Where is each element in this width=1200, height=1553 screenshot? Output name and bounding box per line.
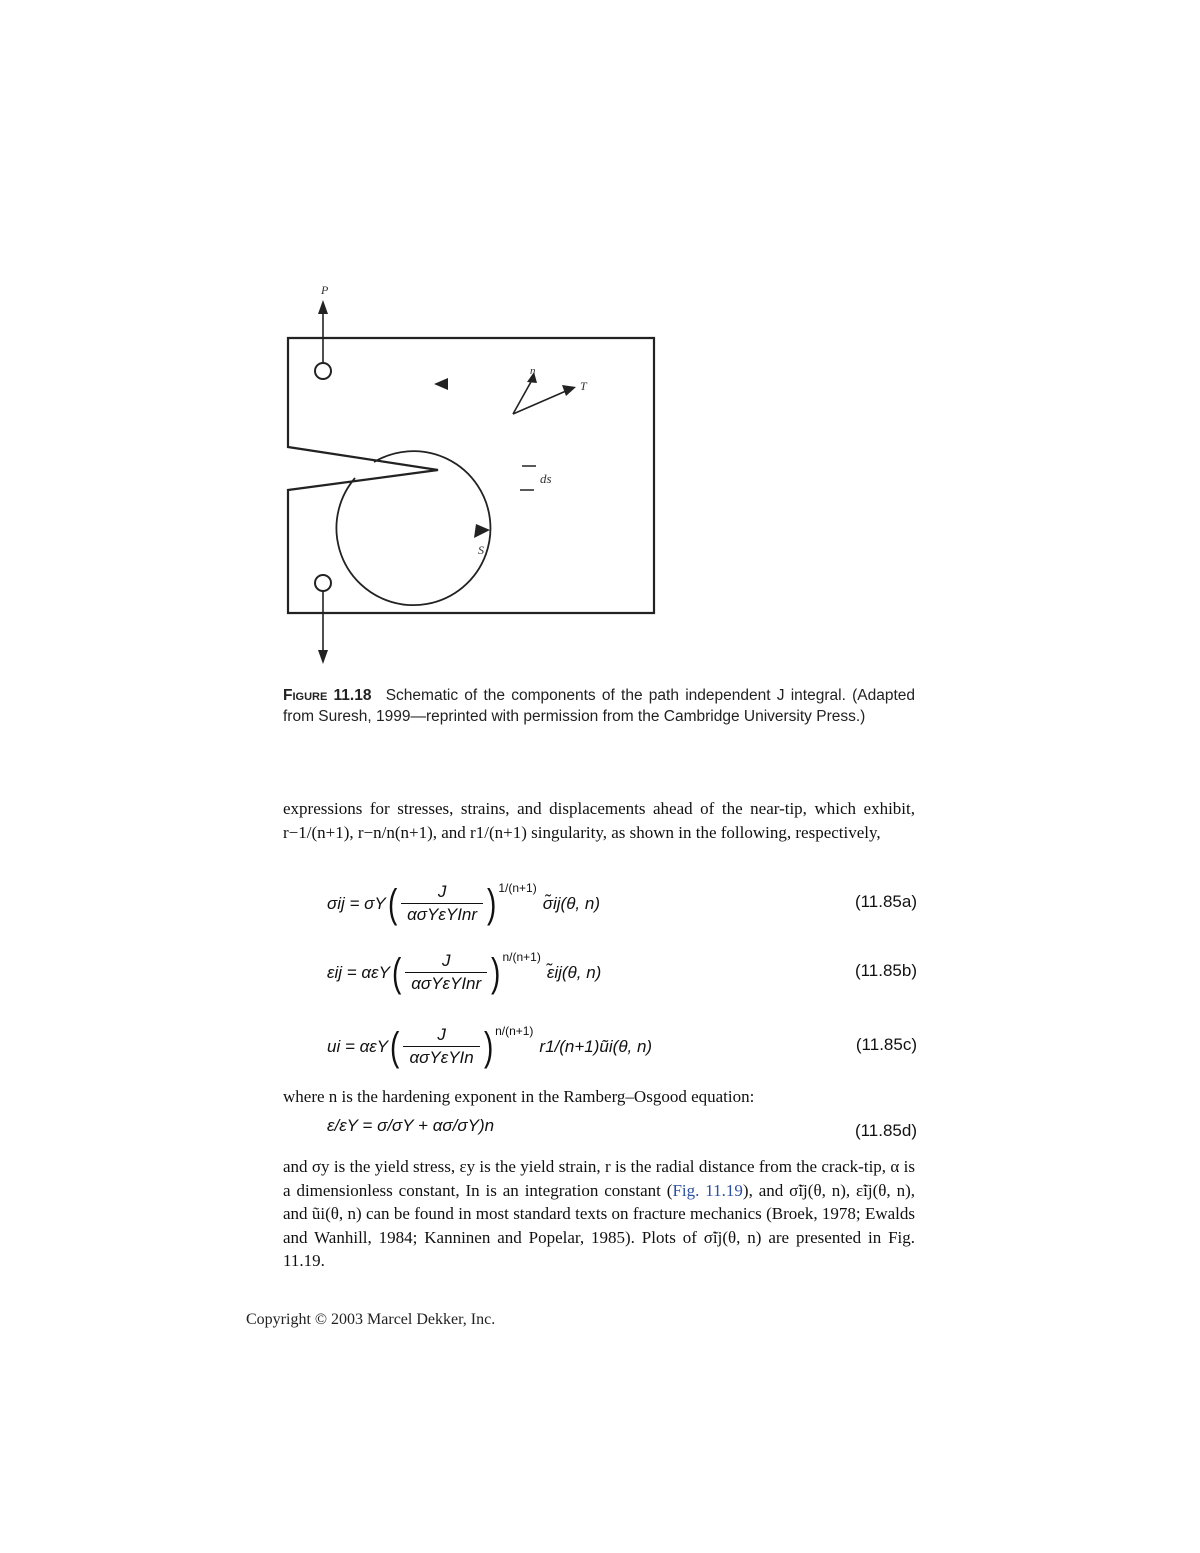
caption-text: Schematic of the components of the path independent J integral. (Adapted from Suresh, 1999—reprinted with permission from the Cambridge University Press.) bbox=[283, 687, 916, 725]
para3-text-b: ), and σ̃ij(θ, n), ε̃ij(θ, n), and ũi(θ, n) can be found in most standard texts on fracture mechanics (Broek, 1978; Ewalds and Wanhill, 1984; Kanninen and Popelar, 1985). Plots of σ̃ij(θ, n) are presented in Fig. 11.19. bbox=[283, 1180, 915, 1270]
eq-a-denominator: ασYεYInr bbox=[401, 903, 483, 925]
eq-c-exponent: n/(n+1) bbox=[495, 1023, 534, 1038]
eq-c-lhs: ui = αεY bbox=[327, 1036, 389, 1056]
eq-b-number: (11.85b) bbox=[854, 961, 917, 980]
eq-b-denominator: ασYεYInr bbox=[405, 972, 487, 994]
traction-label: T bbox=[580, 379, 587, 393]
normal-label: n bbox=[530, 365, 536, 377]
copyright-notice: Copyright © 2003 Marcel Dekker, Inc. bbox=[246, 1311, 496, 1328]
traction-vector bbox=[513, 391, 566, 414]
specimen-outline bbox=[288, 338, 654, 613]
eq-c-numerator: J bbox=[437, 1025, 446, 1044]
eq-a-numerator: J bbox=[437, 882, 447, 901]
para1-text: expressions for stresses, strains, and displacements ahead of the near-tip, which exhibit, r−1/(n+1), r−n/n(n+1), and r1/(n+1) singularity, as shown in the following, respectively, bbox=[283, 799, 915, 842]
contour-arrow-top bbox=[434, 378, 448, 390]
para3-text-a: and σy is the yield stress, εy is the yield strain, r is the radial distance from the crack-tip, α is a dimensionless constant, In is an integration constant ( bbox=[283, 1157, 915, 1200]
path-label: S bbox=[478, 543, 484, 557]
load-label: P bbox=[321, 283, 329, 297]
normal-vector bbox=[513, 380, 532, 414]
traction-arrowhead bbox=[562, 385, 576, 396]
lower-load-arrowhead bbox=[318, 650, 328, 664]
eq-a-number: (11.85a) bbox=[854, 892, 917, 911]
upper-pin-hole bbox=[315, 363, 331, 379]
body-paragraph-2 bbox=[283, 1085, 915, 1109]
body-paragraph-3 bbox=[283, 1155, 915, 1273]
figure-caption bbox=[283, 685, 915, 727]
fig-11-19-link[interactable]: Fig. 11.19 bbox=[672, 1180, 743, 1200]
contour-arrow-bottom bbox=[474, 524, 490, 538]
caption-label: Figure bbox=[283, 687, 328, 704]
para2-text: where n is the hardening exponent in the Ramberg–Osgood equation: bbox=[283, 1087, 755, 1106]
equation-11-85c: ui = αεY ( $\frac{J}{\text{ασYεYIn}}$ ) $^{n/(n+1)}$ r1/(n+1)ũi(θ, n) (11.85c) bbox=[327, 1023, 917, 1069]
eq-b-tail: ε̃ij(θ, n) bbox=[546, 962, 602, 982]
eq-d-number: (11.85d) bbox=[854, 1121, 917, 1140]
caption-number: 11.18 bbox=[333, 687, 372, 704]
eq-a-tail: σ̃ij(θ, n) bbox=[542, 893, 600, 913]
eq-d-text: ε/εY = σ/σY + ασ/σY)n bbox=[327, 1116, 495, 1135]
eq-b-numerator: J bbox=[441, 951, 451, 970]
j-integral-schematic bbox=[270, 275, 680, 675]
eq-c-tail: r1/(n+1)ũi(θ, n) bbox=[539, 1036, 653, 1056]
eq-b-exponent: n/(n+1) bbox=[502, 949, 541, 964]
equation-11-85b: εij = αεY ( $\frac{J}{\text{ασYεYInr}}$ ) $^{n/(n+1)}$ ε̃ij(θ, n) (11.85b) bbox=[327, 949, 917, 995]
eq-a-exponent: 1/(n+1) bbox=[498, 880, 537, 895]
body-paragraph-1 bbox=[283, 797, 915, 844]
eq-c-number: (11.85c) bbox=[855, 1035, 917, 1054]
lower-pin-hole bbox=[315, 575, 331, 591]
equation-11-85d bbox=[327, 1116, 917, 1146]
eq-b-lhs: εij = αεY bbox=[327, 962, 390, 982]
eq-a-lhs: σij = σY bbox=[327, 893, 386, 913]
ds-label: ds bbox=[540, 471, 552, 486]
eq-c-denominator: ασYεYIn bbox=[403, 1046, 479, 1068]
equation-11-85a: σij = σY ( $\frac{J}{\text{ασYεYInr}}$ ) $^{1/(n+1)}$ σ̃ij(θ, n) (11.85a) bbox=[327, 880, 917, 926]
upper-load-arrowhead bbox=[318, 300, 328, 314]
